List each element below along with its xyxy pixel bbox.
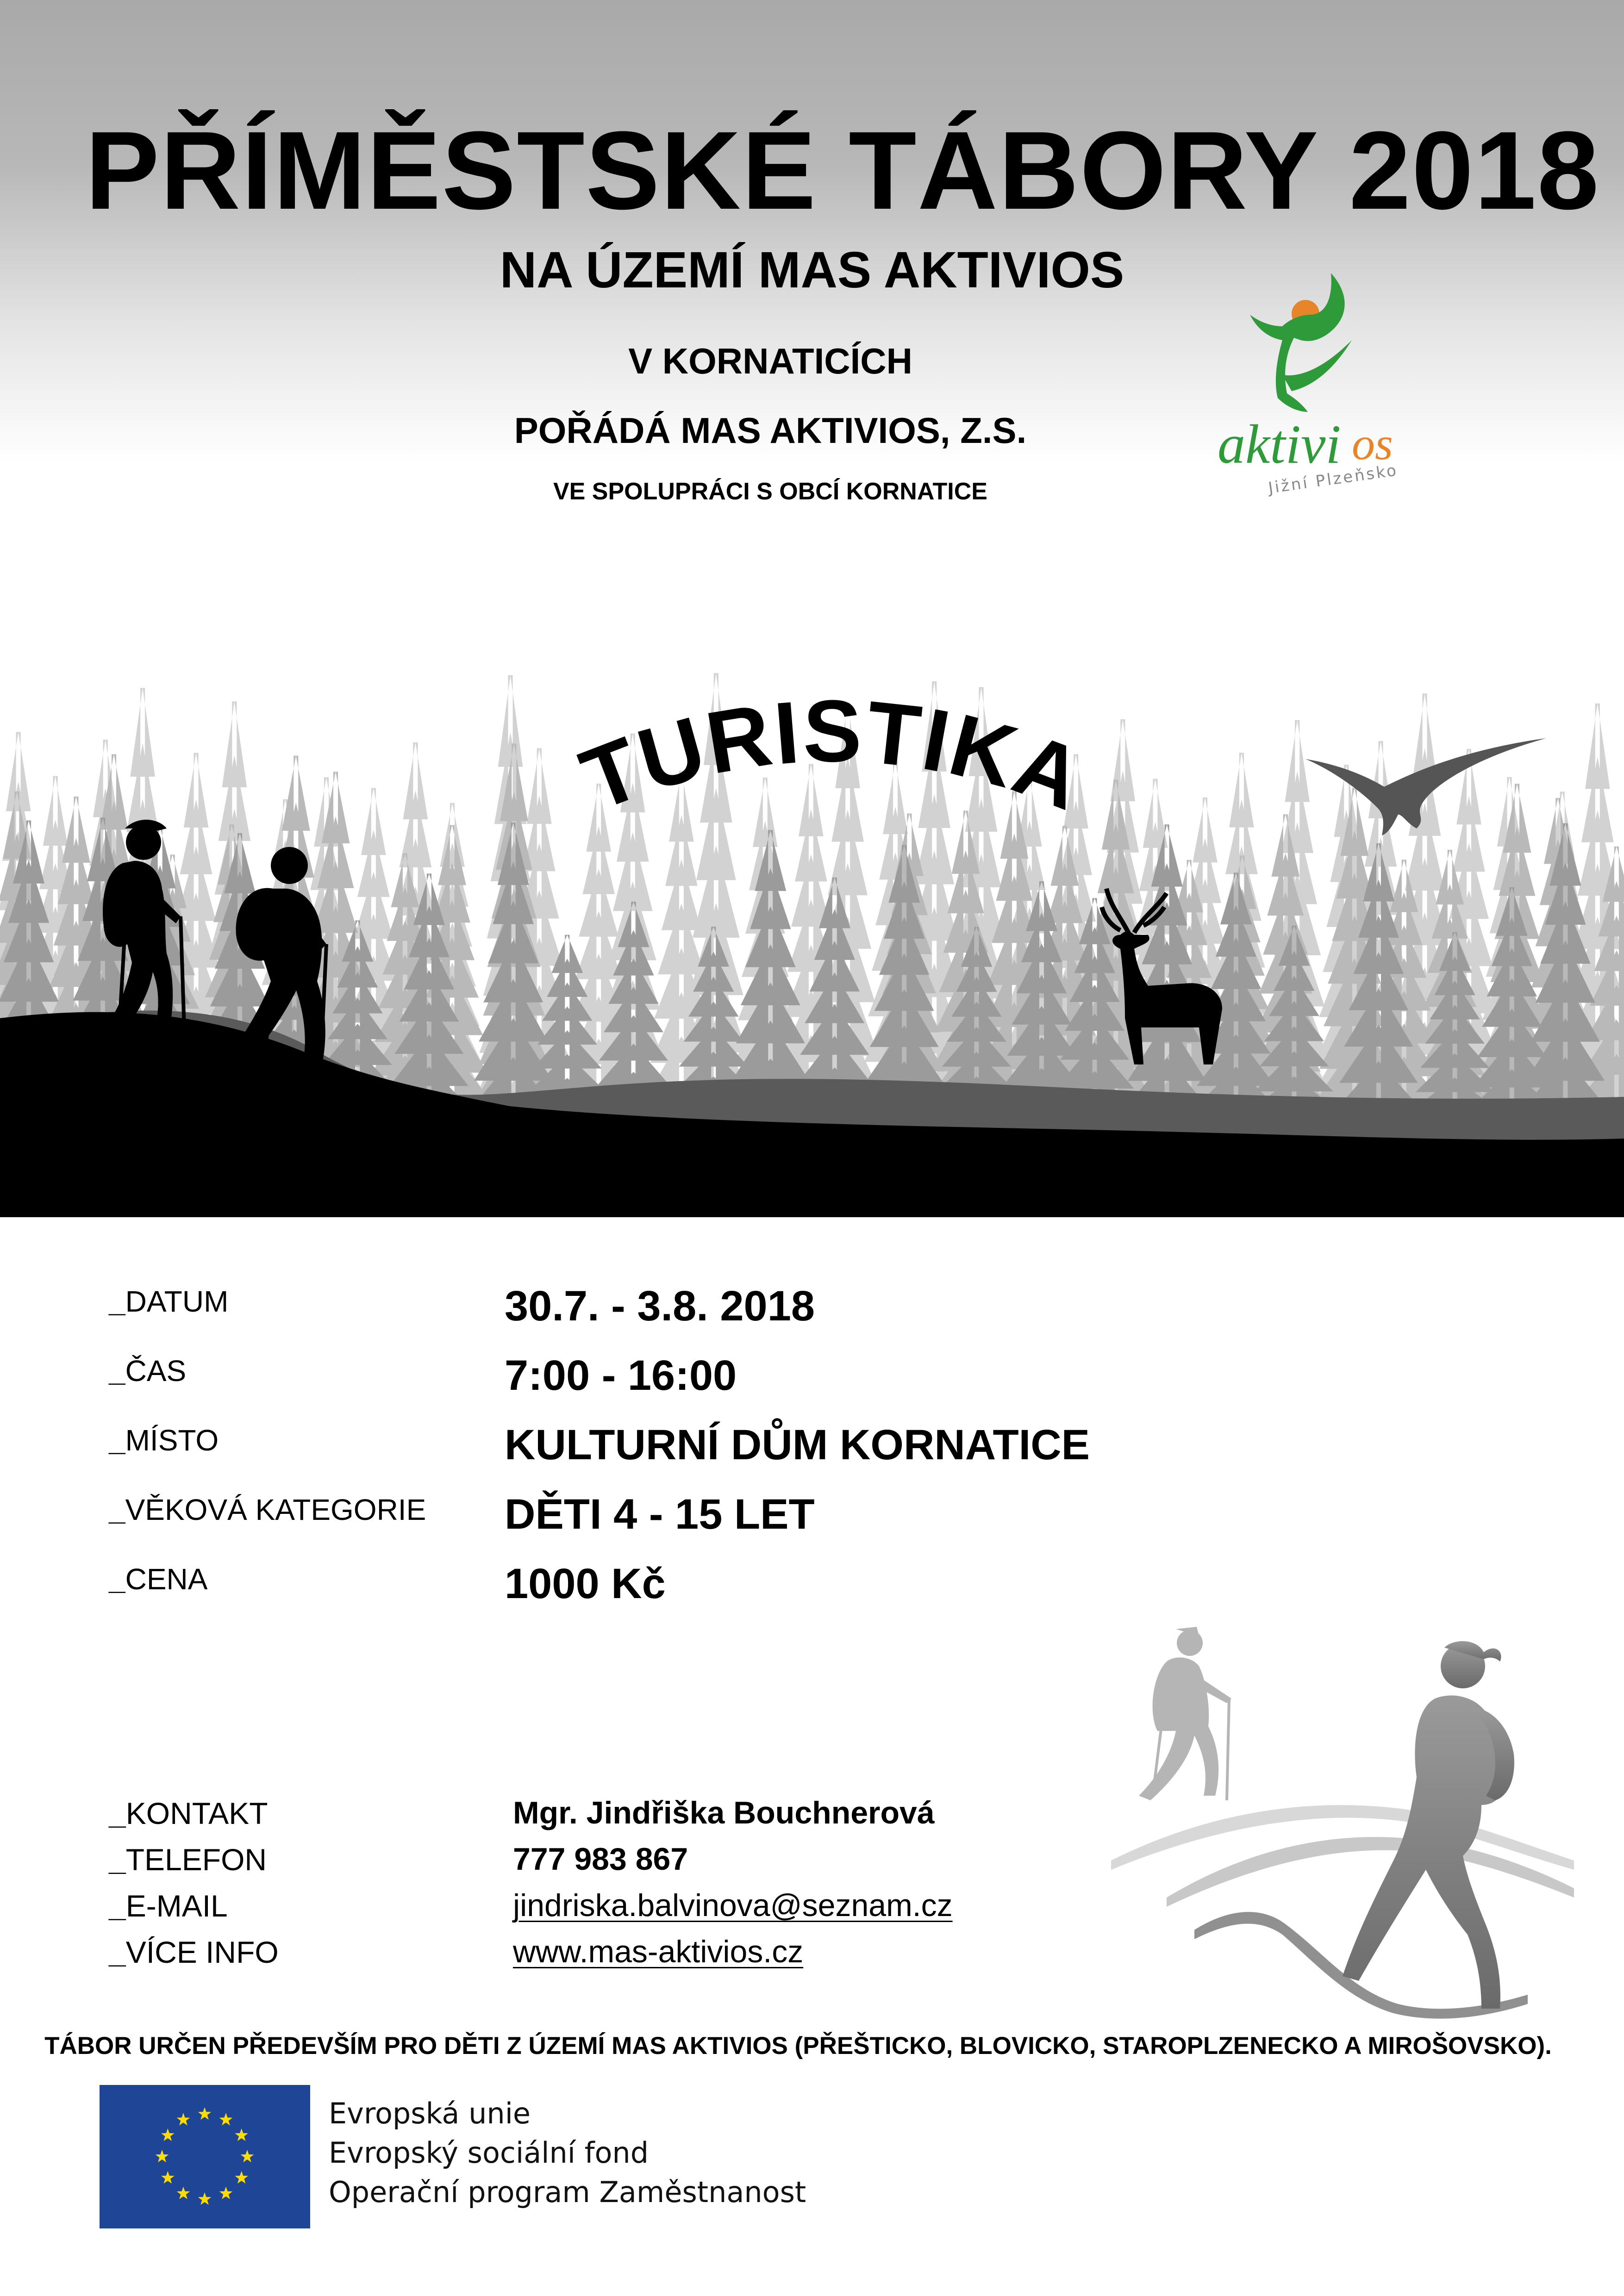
eu-stars-icon: [100, 2085, 310, 2228]
eu-star: [235, 2128, 248, 2141]
eu-line-1: Evropská unie: [329, 2097, 531, 2130]
eu-star: [219, 2113, 233, 2125]
contact-label-phone: _TELEFON: [109, 1842, 267, 1877]
aktivios-logo: [1213, 259, 1407, 500]
eu-flag: [100, 2085, 310, 2228]
detail-value-age: DĚTI 4 - 15 LET: [505, 1491, 815, 1538]
contact-value-person: Mgr. Jindřiška Bouchnerová: [513, 1795, 935, 1830]
eu-line-3: Operační program Zaměstnanost: [329, 2175, 806, 2209]
detail-value-place: KULTURNÍ DŮM KORNATICE: [505, 1421, 1090, 1468]
logo-tagline: Jižní Plzeňsko: [1267, 461, 1399, 498]
eu-star: [241, 2150, 254, 2162]
eu-star: [177, 2113, 190, 2125]
contact-value-phone: 777 983 867: [513, 1842, 688, 1877]
detail-label-time: _ČAS: [109, 1354, 187, 1388]
eu-star: [198, 2107, 212, 2120]
theme-title: TURISTIKA: [568, 694, 1098, 830]
organizer-line: POŘÁDÁ MAS AKTIVIOS, Z.S.: [514, 410, 1027, 451]
eu-star: [156, 2150, 169, 2162]
eu-star: [219, 2187, 233, 2199]
poster-title: PŘÍMĚSTSKÉ TÁBORY 2018: [85, 108, 1600, 232]
cooperation-line: VE SPOLUPRÁCI S OBCÍ KORNATICE: [553, 478, 987, 505]
logo-wordmark: aktivi: [1218, 413, 1341, 475]
detail-label-place: _MÍSTO: [109, 1424, 219, 1457]
detail-label-date: _DATUM: [109, 1285, 229, 1318]
logo-wordmark-os: os: [1352, 418, 1393, 469]
contact-label-person: _KONTAKT: [109, 1796, 268, 1830]
hiker-silhouette-4: [1343, 1641, 1514, 2009]
hiker-silhouette-3: [1139, 1627, 1231, 1800]
hikers-silhouette-bottom: [1111, 1611, 1574, 2027]
poster-subtitle: NA ÚZEMÍ MAS AKTIVIOS: [500, 242, 1124, 299]
eu-star: [198, 2192, 212, 2205]
eu-star: [161, 2171, 175, 2184]
detail-label-age: _VĚKOVÁ KATEGORIE: [109, 1493, 426, 1526]
eu-star: [235, 2171, 248, 2184]
detail-value-price: 1000 Kč: [505, 1560, 666, 1607]
detail-label-price: _CENA: [109, 1562, 208, 1596]
detail-value-date: 30.7. - 3.8. 2018: [505, 1282, 815, 1330]
eu-line-2: Evropský sociální fond: [329, 2136, 649, 2170]
eu-star: [161, 2128, 175, 2141]
contact-label-web: _VÍCE INFO: [109, 1935, 279, 1969]
eu-star: [177, 2187, 190, 2199]
svg-text:TURISTIKA: [569, 694, 1097, 829]
detail-value-time: 7:00 - 16:00: [505, 1352, 737, 1399]
contact-label-email: _E-MAIL: [109, 1889, 228, 1923]
contact-email-link[interactable]: jindriska.balvinova@seznam.cz: [513, 1888, 953, 1923]
theme-banner: [509, 694, 1157, 889]
target-group-note: TÁBOR URČEN PŘEDEVŠÍM PRO DĚTI Z ÚZEMÍ MAS AKTIVIOS (PŘEŠTICKO, BLOVICKO, STAROPLZENECKO A MIROŠOVSKO).: [44, 2032, 1552, 2060]
location-line: V KORNATICÍCH: [628, 341, 912, 381]
contact-web-link[interactable]: www.mas-aktivios.cz: [513, 1934, 804, 1969]
